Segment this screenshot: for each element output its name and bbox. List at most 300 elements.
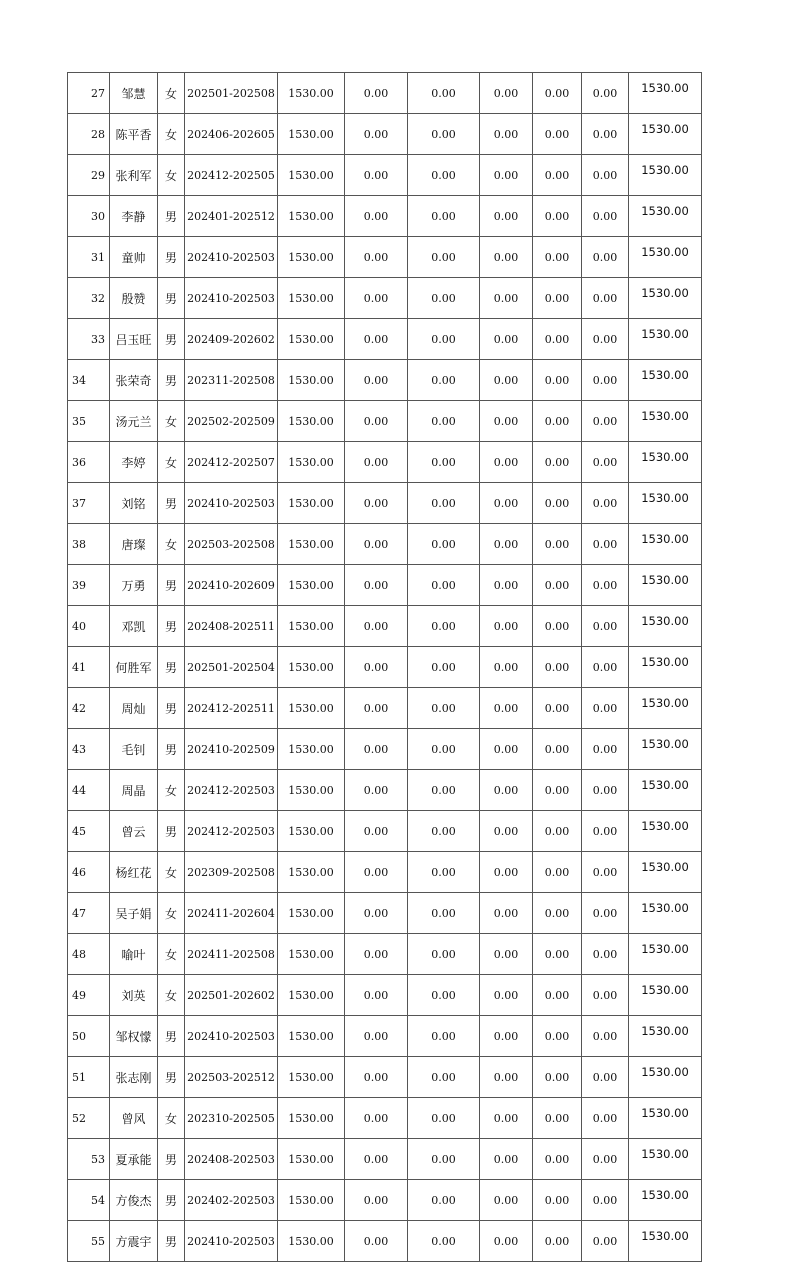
deduction-5-cell: 0.00 bbox=[582, 360, 629, 401]
deduction-4-cell: 0.00 bbox=[533, 852, 582, 893]
deduction-5-cell: 0.00 bbox=[582, 688, 629, 729]
total-amount-cell: 1530.00 bbox=[629, 893, 702, 934]
table-row bbox=[68, 1180, 702, 1221]
gender-cell: 男 bbox=[158, 1057, 185, 1098]
deduction-1-cell: 0.00 bbox=[345, 770, 408, 811]
table-row bbox=[68, 483, 702, 524]
deduction-1-cell: 0.00 bbox=[345, 606, 408, 647]
deduction-2-cell: 0.00 bbox=[408, 360, 480, 401]
period-cell: 202406-202605 bbox=[185, 114, 278, 155]
deduction-2-cell: 0.00 bbox=[408, 647, 480, 688]
total-amount-cell: 1530.00 bbox=[629, 688, 702, 729]
deduction-5-cell: 0.00 bbox=[582, 729, 629, 770]
table-row bbox=[68, 647, 702, 688]
period-cell: 202502-202509 bbox=[185, 401, 278, 442]
base-amount-cell: 1530.00 bbox=[278, 975, 345, 1016]
gender-cell: 女 bbox=[158, 155, 185, 196]
deduction-2-cell: 0.00 bbox=[408, 934, 480, 975]
table-row bbox=[68, 852, 702, 893]
base-amount-cell: 1530.00 bbox=[278, 524, 345, 565]
row-number-cell: 28 bbox=[68, 114, 110, 155]
row-number-cell: 55 bbox=[68, 1221, 110, 1262]
row-number-cell: 27 bbox=[68, 73, 110, 114]
period-cell: 202412-202511 bbox=[185, 688, 278, 729]
row-number-cell: 34 bbox=[68, 360, 110, 401]
deduction-4-cell: 0.00 bbox=[533, 442, 582, 483]
deduction-4-cell: 0.00 bbox=[533, 688, 582, 729]
row-number-cell: 44 bbox=[68, 770, 110, 811]
period-cell: 202408-202511 bbox=[185, 606, 278, 647]
name-cell: 杨红花 bbox=[110, 852, 158, 893]
deduction-4-cell: 0.00 bbox=[533, 811, 582, 852]
name-cell: 夏承能 bbox=[110, 1139, 158, 1180]
row-number-cell: 47 bbox=[68, 893, 110, 934]
deduction-5-cell: 0.00 bbox=[582, 934, 629, 975]
base-amount-cell: 1530.00 bbox=[278, 360, 345, 401]
table-row bbox=[68, 73, 702, 114]
table-row bbox=[68, 1221, 702, 1262]
total-amount-cell: 1530.00 bbox=[629, 1057, 702, 1098]
deduction-5-cell: 0.00 bbox=[582, 278, 629, 319]
deduction-1-cell: 0.00 bbox=[345, 196, 408, 237]
period-cell: 202410-202609 bbox=[185, 565, 278, 606]
deduction-1-cell: 0.00 bbox=[345, 73, 408, 114]
gender-cell: 女 bbox=[158, 1098, 185, 1139]
deduction-1-cell: 0.00 bbox=[345, 1139, 408, 1180]
period-cell: 202310-202505 bbox=[185, 1098, 278, 1139]
deduction-3-cell: 0.00 bbox=[480, 1139, 533, 1180]
name-cell: 童帅 bbox=[110, 237, 158, 278]
deduction-2-cell: 0.00 bbox=[408, 196, 480, 237]
deduction-4-cell: 0.00 bbox=[533, 114, 582, 155]
total-amount-cell: 1530.00 bbox=[629, 647, 702, 688]
row-number-cell: 43 bbox=[68, 729, 110, 770]
gender-cell: 女 bbox=[158, 73, 185, 114]
base-amount-cell: 1530.00 bbox=[278, 73, 345, 114]
period-cell: 202410-202503 bbox=[185, 483, 278, 524]
deduction-5-cell: 0.00 bbox=[582, 155, 629, 196]
name-cell: 方震宇 bbox=[110, 1221, 158, 1262]
deduction-4-cell: 0.00 bbox=[533, 893, 582, 934]
row-number-cell: 51 bbox=[68, 1057, 110, 1098]
deduction-5-cell: 0.00 bbox=[582, 114, 629, 155]
deduction-5-cell: 0.00 bbox=[582, 524, 629, 565]
name-cell: 陈平香 bbox=[110, 114, 158, 155]
deduction-1-cell: 0.00 bbox=[345, 1180, 408, 1221]
table-row bbox=[68, 442, 702, 483]
deduction-3-cell: 0.00 bbox=[480, 770, 533, 811]
table-row bbox=[68, 606, 702, 647]
gender-cell: 女 bbox=[158, 770, 185, 811]
deduction-2-cell: 0.00 bbox=[408, 1180, 480, 1221]
deduction-5-cell: 0.00 bbox=[582, 975, 629, 1016]
deduction-1-cell: 0.00 bbox=[345, 811, 408, 852]
gender-cell: 女 bbox=[158, 401, 185, 442]
deduction-4-cell: 0.00 bbox=[533, 1221, 582, 1262]
gender-cell: 男 bbox=[158, 360, 185, 401]
gender-cell: 男 bbox=[158, 688, 185, 729]
deduction-4-cell: 0.00 bbox=[533, 360, 582, 401]
deduction-3-cell: 0.00 bbox=[480, 401, 533, 442]
deduction-3-cell: 0.00 bbox=[480, 196, 533, 237]
deduction-3-cell: 0.00 bbox=[480, 893, 533, 934]
deduction-2-cell: 0.00 bbox=[408, 606, 480, 647]
deduction-3-cell: 0.00 bbox=[480, 729, 533, 770]
deduction-4-cell: 0.00 bbox=[533, 934, 582, 975]
deduction-2-cell: 0.00 bbox=[408, 155, 480, 196]
deduction-5-cell: 0.00 bbox=[582, 1098, 629, 1139]
table-row bbox=[68, 811, 702, 852]
deduction-1-cell: 0.00 bbox=[345, 237, 408, 278]
deduction-4-cell: 0.00 bbox=[533, 483, 582, 524]
row-number-cell: 32 bbox=[68, 278, 110, 319]
deduction-2-cell: 0.00 bbox=[408, 483, 480, 524]
period-cell: 202401-202512 bbox=[185, 196, 278, 237]
deduction-4-cell: 0.00 bbox=[533, 647, 582, 688]
deduction-4-cell: 0.00 bbox=[533, 1180, 582, 1221]
period-cell: 202311-202508 bbox=[185, 360, 278, 401]
deduction-5-cell: 0.00 bbox=[582, 483, 629, 524]
deduction-4-cell: 0.00 bbox=[533, 401, 582, 442]
deduction-2-cell: 0.00 bbox=[408, 442, 480, 483]
name-cell: 喻叶 bbox=[110, 934, 158, 975]
gender-cell: 女 bbox=[158, 975, 185, 1016]
table-row bbox=[68, 1139, 702, 1180]
table-row bbox=[68, 893, 702, 934]
base-amount-cell: 1530.00 bbox=[278, 688, 345, 729]
row-number-cell: 53 bbox=[68, 1139, 110, 1180]
period-cell: 202501-202602 bbox=[185, 975, 278, 1016]
deduction-1-cell: 0.00 bbox=[345, 114, 408, 155]
period-cell: 202503-202508 bbox=[185, 524, 278, 565]
gender-cell: 女 bbox=[158, 893, 185, 934]
row-number-cell: 46 bbox=[68, 852, 110, 893]
total-amount-cell: 1530.00 bbox=[629, 606, 702, 647]
deduction-4-cell: 0.00 bbox=[533, 237, 582, 278]
gender-cell: 女 bbox=[158, 442, 185, 483]
total-amount-cell: 1530.00 bbox=[629, 114, 702, 155]
base-amount-cell: 1530.00 bbox=[278, 1057, 345, 1098]
table-row bbox=[68, 114, 702, 155]
base-amount-cell: 1530.00 bbox=[278, 606, 345, 647]
gender-cell: 男 bbox=[158, 319, 185, 360]
gender-cell: 女 bbox=[158, 852, 185, 893]
deduction-3-cell: 0.00 bbox=[480, 442, 533, 483]
row-number-cell: 40 bbox=[68, 606, 110, 647]
table-row bbox=[68, 237, 702, 278]
base-amount-cell: 1530.00 bbox=[278, 319, 345, 360]
deduction-4-cell: 0.00 bbox=[533, 278, 582, 319]
total-amount-cell: 1530.00 bbox=[629, 770, 702, 811]
deduction-1-cell: 0.00 bbox=[345, 319, 408, 360]
total-amount-cell: 1530.00 bbox=[629, 1180, 702, 1221]
name-cell: 何胜军 bbox=[110, 647, 158, 688]
base-amount-cell: 1530.00 bbox=[278, 237, 345, 278]
period-cell: 202412-202503 bbox=[185, 811, 278, 852]
name-cell: 周晶 bbox=[110, 770, 158, 811]
deduction-5-cell: 0.00 bbox=[582, 401, 629, 442]
base-amount-cell: 1530.00 bbox=[278, 1016, 345, 1057]
table-row bbox=[68, 155, 702, 196]
total-amount-cell: 1530.00 bbox=[629, 934, 702, 975]
period-cell: 202503-202512 bbox=[185, 1057, 278, 1098]
deduction-5-cell: 0.00 bbox=[582, 1221, 629, 1262]
total-amount-cell: 1530.00 bbox=[629, 73, 702, 114]
row-number-cell: 49 bbox=[68, 975, 110, 1016]
name-cell: 张荣奇 bbox=[110, 360, 158, 401]
deduction-5-cell: 0.00 bbox=[582, 196, 629, 237]
name-cell: 曾云 bbox=[110, 811, 158, 852]
deduction-5-cell: 0.00 bbox=[582, 606, 629, 647]
gender-cell: 男 bbox=[158, 1221, 185, 1262]
deduction-1-cell: 0.00 bbox=[345, 483, 408, 524]
deduction-2-cell: 0.00 bbox=[408, 73, 480, 114]
deduction-5-cell: 0.00 bbox=[582, 1139, 629, 1180]
period-cell: 202410-202503 bbox=[185, 1221, 278, 1262]
period-cell: 202410-202503 bbox=[185, 278, 278, 319]
name-cell: 刘铭 bbox=[110, 483, 158, 524]
deduction-1-cell: 0.00 bbox=[345, 1221, 408, 1262]
deduction-1-cell: 0.00 bbox=[345, 155, 408, 196]
table-row bbox=[68, 524, 702, 565]
name-cell: 万勇 bbox=[110, 565, 158, 606]
deduction-2-cell: 0.00 bbox=[408, 893, 480, 934]
base-amount-cell: 1530.00 bbox=[278, 565, 345, 606]
table-row bbox=[68, 278, 702, 319]
deduction-4-cell: 0.00 bbox=[533, 319, 582, 360]
total-amount-cell: 1530.00 bbox=[629, 565, 702, 606]
deduction-3-cell: 0.00 bbox=[480, 1057, 533, 1098]
name-cell: 刘英 bbox=[110, 975, 158, 1016]
base-amount-cell: 1530.00 bbox=[278, 442, 345, 483]
deduction-3-cell: 0.00 bbox=[480, 524, 533, 565]
deduction-1-cell: 0.00 bbox=[345, 688, 408, 729]
deduction-2-cell: 0.00 bbox=[408, 729, 480, 770]
row-number-cell: 42 bbox=[68, 688, 110, 729]
deduction-1-cell: 0.00 bbox=[345, 1098, 408, 1139]
deduction-3-cell: 0.00 bbox=[480, 934, 533, 975]
table-row bbox=[68, 1057, 702, 1098]
row-number-cell: 45 bbox=[68, 811, 110, 852]
gender-cell: 男 bbox=[158, 565, 185, 606]
gender-cell: 女 bbox=[158, 114, 185, 155]
total-amount-cell: 1530.00 bbox=[629, 196, 702, 237]
deduction-5-cell: 0.00 bbox=[582, 852, 629, 893]
base-amount-cell: 1530.00 bbox=[278, 278, 345, 319]
gender-cell: 女 bbox=[158, 524, 185, 565]
gender-cell: 男 bbox=[158, 1016, 185, 1057]
name-cell: 汤元兰 bbox=[110, 401, 158, 442]
base-amount-cell: 1530.00 bbox=[278, 647, 345, 688]
deduction-3-cell: 0.00 bbox=[480, 114, 533, 155]
table-row bbox=[68, 934, 702, 975]
row-number-cell: 52 bbox=[68, 1098, 110, 1139]
total-amount-cell: 1530.00 bbox=[629, 852, 702, 893]
total-amount-cell: 1530.00 bbox=[629, 811, 702, 852]
name-cell: 吕玉旺 bbox=[110, 319, 158, 360]
gender-cell: 男 bbox=[158, 811, 185, 852]
name-cell: 邹权懞 bbox=[110, 1016, 158, 1057]
deduction-5-cell: 0.00 bbox=[582, 893, 629, 934]
deduction-5-cell: 0.00 bbox=[582, 237, 629, 278]
row-number-cell: 33 bbox=[68, 319, 110, 360]
gender-cell: 男 bbox=[158, 729, 185, 770]
table-row bbox=[68, 319, 702, 360]
deduction-4-cell: 0.00 bbox=[533, 770, 582, 811]
base-amount-cell: 1530.00 bbox=[278, 811, 345, 852]
deduction-2-cell: 0.00 bbox=[408, 1098, 480, 1139]
row-number-cell: 41 bbox=[68, 647, 110, 688]
deduction-3-cell: 0.00 bbox=[480, 688, 533, 729]
deduction-1-cell: 0.00 bbox=[345, 278, 408, 319]
name-cell: 邓凯 bbox=[110, 606, 158, 647]
deduction-1-cell: 0.00 bbox=[345, 934, 408, 975]
base-amount-cell: 1530.00 bbox=[278, 196, 345, 237]
deduction-5-cell: 0.00 bbox=[582, 647, 629, 688]
deduction-1-cell: 0.00 bbox=[345, 1016, 408, 1057]
deduction-5-cell: 0.00 bbox=[582, 565, 629, 606]
base-amount-cell: 1530.00 bbox=[278, 483, 345, 524]
base-amount-cell: 1530.00 bbox=[278, 401, 345, 442]
period-cell: 202402-202503 bbox=[185, 1180, 278, 1221]
table-row bbox=[68, 360, 702, 401]
deduction-4-cell: 0.00 bbox=[533, 524, 582, 565]
deduction-5-cell: 0.00 bbox=[582, 73, 629, 114]
deduction-2-cell: 0.00 bbox=[408, 524, 480, 565]
total-amount-cell: 1530.00 bbox=[629, 442, 702, 483]
deduction-3-cell: 0.00 bbox=[480, 852, 533, 893]
deduction-3-cell: 0.00 bbox=[480, 1180, 533, 1221]
table-row bbox=[68, 565, 702, 606]
table-row bbox=[68, 1098, 702, 1139]
deduction-4-cell: 0.00 bbox=[533, 1016, 582, 1057]
deduction-3-cell: 0.00 bbox=[480, 606, 533, 647]
period-cell: 202410-202509 bbox=[185, 729, 278, 770]
total-amount-cell: 1530.00 bbox=[629, 360, 702, 401]
name-cell: 曾风 bbox=[110, 1098, 158, 1139]
row-number-cell: 30 bbox=[68, 196, 110, 237]
deduction-2-cell: 0.00 bbox=[408, 1057, 480, 1098]
total-amount-cell: 1530.00 bbox=[629, 1016, 702, 1057]
deduction-5-cell: 0.00 bbox=[582, 811, 629, 852]
gender-cell: 男 bbox=[158, 196, 185, 237]
name-cell: 李静 bbox=[110, 196, 158, 237]
period-cell: 202410-202503 bbox=[185, 237, 278, 278]
deduction-1-cell: 0.00 bbox=[345, 647, 408, 688]
deduction-3-cell: 0.00 bbox=[480, 565, 533, 606]
period-cell: 202412-202507 bbox=[185, 442, 278, 483]
base-amount-cell: 1530.00 bbox=[278, 114, 345, 155]
name-cell: 吴子娟 bbox=[110, 893, 158, 934]
base-amount-cell: 1530.00 bbox=[278, 1180, 345, 1221]
base-amount-cell: 1530.00 bbox=[278, 729, 345, 770]
deduction-1-cell: 0.00 bbox=[345, 852, 408, 893]
total-amount-cell: 1530.00 bbox=[629, 1098, 702, 1139]
deduction-4-cell: 0.00 bbox=[533, 606, 582, 647]
deduction-3-cell: 0.00 bbox=[480, 647, 533, 688]
deduction-1-cell: 0.00 bbox=[345, 565, 408, 606]
deduction-4-cell: 0.00 bbox=[533, 565, 582, 606]
period-cell: 202501-202508 bbox=[185, 73, 278, 114]
period-cell: 202411-202508 bbox=[185, 934, 278, 975]
name-cell: 方俊杰 bbox=[110, 1180, 158, 1221]
deduction-5-cell: 0.00 bbox=[582, 770, 629, 811]
deduction-2-cell: 0.00 bbox=[408, 278, 480, 319]
total-amount-cell: 1530.00 bbox=[629, 975, 702, 1016]
deduction-1-cell: 0.00 bbox=[345, 729, 408, 770]
name-cell: 李婷 bbox=[110, 442, 158, 483]
period-cell: 202309-202508 bbox=[185, 852, 278, 893]
row-number-cell: 38 bbox=[68, 524, 110, 565]
name-cell: 邹慧 bbox=[110, 73, 158, 114]
deduction-3-cell: 0.00 bbox=[480, 73, 533, 114]
deduction-2-cell: 0.00 bbox=[408, 852, 480, 893]
gender-cell: 男 bbox=[158, 278, 185, 319]
gender-cell: 男 bbox=[158, 483, 185, 524]
name-cell: 周灿 bbox=[110, 688, 158, 729]
total-amount-cell: 1530.00 bbox=[629, 729, 702, 770]
row-number-cell: 29 bbox=[68, 155, 110, 196]
total-amount-cell: 1530.00 bbox=[629, 1139, 702, 1180]
deduction-1-cell: 0.00 bbox=[345, 442, 408, 483]
deduction-2-cell: 0.00 bbox=[408, 1139, 480, 1180]
subsidy-table bbox=[67, 72, 702, 1262]
row-number-cell: 35 bbox=[68, 401, 110, 442]
deduction-4-cell: 0.00 bbox=[533, 1057, 582, 1098]
deduction-2-cell: 0.00 bbox=[408, 688, 480, 729]
row-number-cell: 31 bbox=[68, 237, 110, 278]
row-number-cell: 50 bbox=[68, 1016, 110, 1057]
row-number-cell: 36 bbox=[68, 442, 110, 483]
name-cell: 张利军 bbox=[110, 155, 158, 196]
table-row bbox=[68, 688, 702, 729]
deduction-4-cell: 0.00 bbox=[533, 1139, 582, 1180]
deduction-5-cell: 0.00 bbox=[582, 1057, 629, 1098]
base-amount-cell: 1530.00 bbox=[278, 1098, 345, 1139]
name-cell: 殷赞 bbox=[110, 278, 158, 319]
period-cell: 202412-202503 bbox=[185, 770, 278, 811]
table-row bbox=[68, 770, 702, 811]
deduction-3-cell: 0.00 bbox=[480, 1221, 533, 1262]
deduction-5-cell: 0.00 bbox=[582, 1180, 629, 1221]
gender-cell: 男 bbox=[158, 1180, 185, 1221]
deduction-3-cell: 0.00 bbox=[480, 360, 533, 401]
deduction-3-cell: 0.00 bbox=[480, 155, 533, 196]
period-cell: 202410-202503 bbox=[185, 1016, 278, 1057]
name-cell: 毛钊 bbox=[110, 729, 158, 770]
row-number-cell: 54 bbox=[68, 1180, 110, 1221]
table-row bbox=[68, 1016, 702, 1057]
base-amount-cell: 1530.00 bbox=[278, 155, 345, 196]
total-amount-cell: 1530.00 bbox=[629, 524, 702, 565]
deduction-2-cell: 0.00 bbox=[408, 319, 480, 360]
period-cell: 202412-202505 bbox=[185, 155, 278, 196]
total-amount-cell: 1530.00 bbox=[629, 401, 702, 442]
name-cell: 唐璨 bbox=[110, 524, 158, 565]
table-row bbox=[68, 729, 702, 770]
gender-cell: 男 bbox=[158, 647, 185, 688]
deduction-2-cell: 0.00 bbox=[408, 401, 480, 442]
deduction-3-cell: 0.00 bbox=[480, 1016, 533, 1057]
deduction-3-cell: 0.00 bbox=[480, 319, 533, 360]
name-cell: 张志刚 bbox=[110, 1057, 158, 1098]
deduction-3-cell: 0.00 bbox=[480, 975, 533, 1016]
table-row bbox=[68, 975, 702, 1016]
total-amount-cell: 1530.00 bbox=[629, 1221, 702, 1262]
deduction-4-cell: 0.00 bbox=[533, 73, 582, 114]
deduction-1-cell: 0.00 bbox=[345, 401, 408, 442]
deduction-4-cell: 0.00 bbox=[533, 196, 582, 237]
